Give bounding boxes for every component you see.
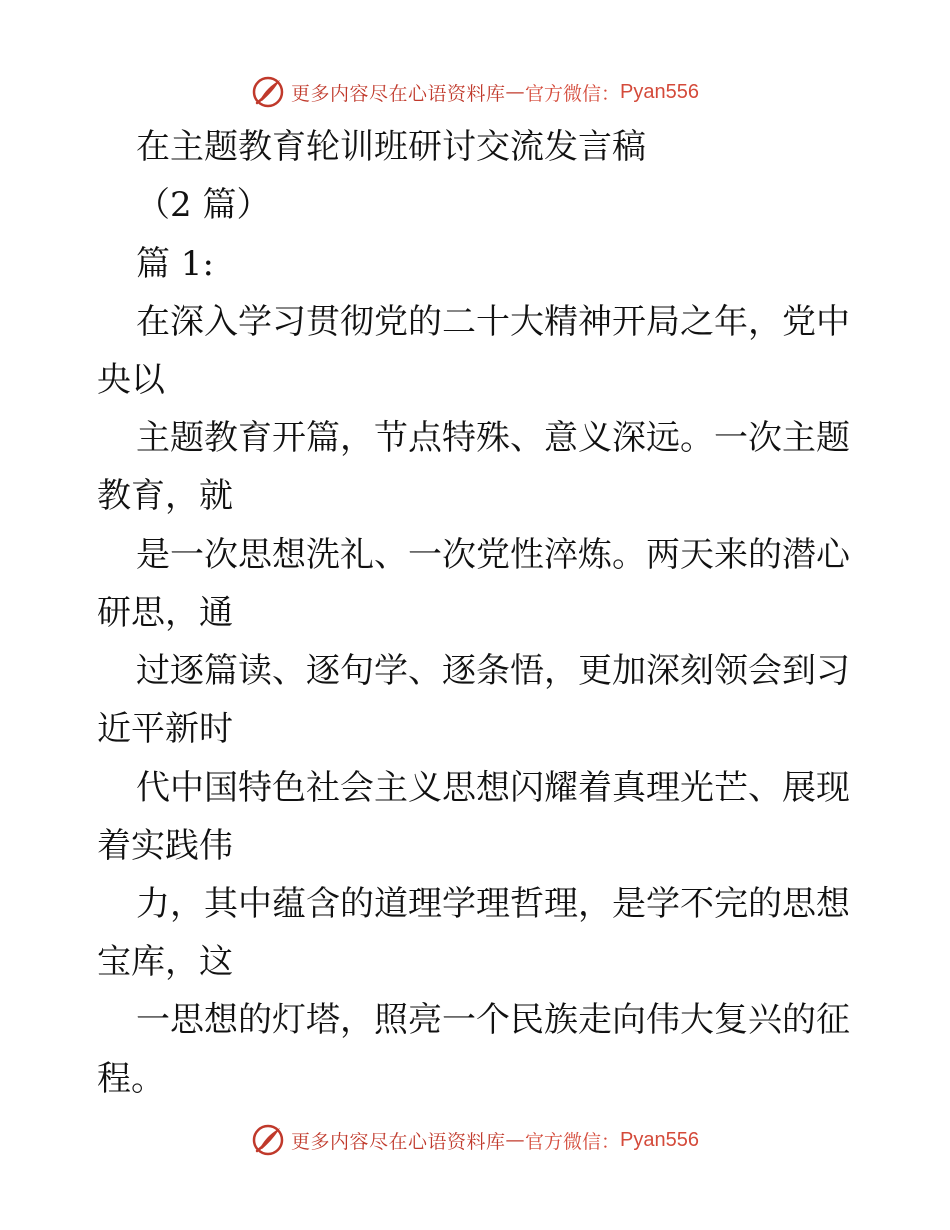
paragraph-line: 代 中 国 特 色 社 会 主 义 思 想 闪 耀 着 真 理 光 芒 、 展 现 (136, 768, 850, 808)
banner-wechat-id: Pyan556 (620, 80, 699, 103)
paragraph-line: 力 ， 其 中 蕴 含 的 道 理 学 理 哲 理 ， 是 学 不 完 的 思 想 (136, 884, 850, 924)
quill-logo-icon (251, 1123, 285, 1157)
paragraph-line: 程。 (97, 1059, 165, 1099)
paragraph-line: 是 一 次 思 想 洗 礼 、 一 次 党 性 淬 炼 。 两 天 来 的 潜 心 (136, 535, 850, 575)
paragraph-line: 教育，就 (97, 476, 233, 516)
paragraph-line: 主 题 教 育 开 篇 ， 节 点 特 殊 、 意 义 深 远 。 一 次 主 题 (136, 418, 850, 458)
banner-dash: — (505, 81, 526, 103)
document-subtitle: （2 篇） (136, 185, 271, 225)
paragraph-line: 着实践伟 (97, 826, 233, 866)
paragraph-line: 央以 (97, 360, 165, 400)
quill-logo-icon (251, 75, 285, 109)
footer-banner (0, 1120, 950, 1160)
document-title: 在主题教育轮训班研讨交流发言稿 (136, 127, 646, 167)
paragraph-line: 宝库，这 (97, 942, 233, 982)
banner-dash: — (505, 1129, 526, 1151)
paragraph-line: 研思，通 (97, 593, 233, 633)
section-heading: 篇 1: (136, 244, 214, 284)
paragraph-line: 在 深 入 学 习 贯 彻 党 的 二 十 大 精 神 开 局 之 年 ， 党 中 (136, 302, 850, 342)
banner-text: 更多内容尽在心语资料库 (291, 82, 506, 105)
banner-wechat-label: 官方微信： (525, 1130, 621, 1153)
paragraph-line: 一 思 想 的 灯 塔 ， 照 亮 一 个 民 族 走 向 伟 大 复 兴 的 征 (136, 1000, 850, 1040)
banner-wechat-id: Pyan556 (620, 1128, 699, 1151)
banner-wechat-label: 官方微信： (525, 82, 621, 105)
paragraph-line: 过 逐 篇 读 、 逐 句 学 、 逐 条 悟 ， 更 加 深 刻 领 会 到 习 (136, 651, 850, 691)
paragraph-line: 近平新时 (97, 709, 233, 749)
banner-text: 更多内容尽在心语资料库 (291, 1130, 506, 1153)
header-banner (0, 72, 950, 112)
